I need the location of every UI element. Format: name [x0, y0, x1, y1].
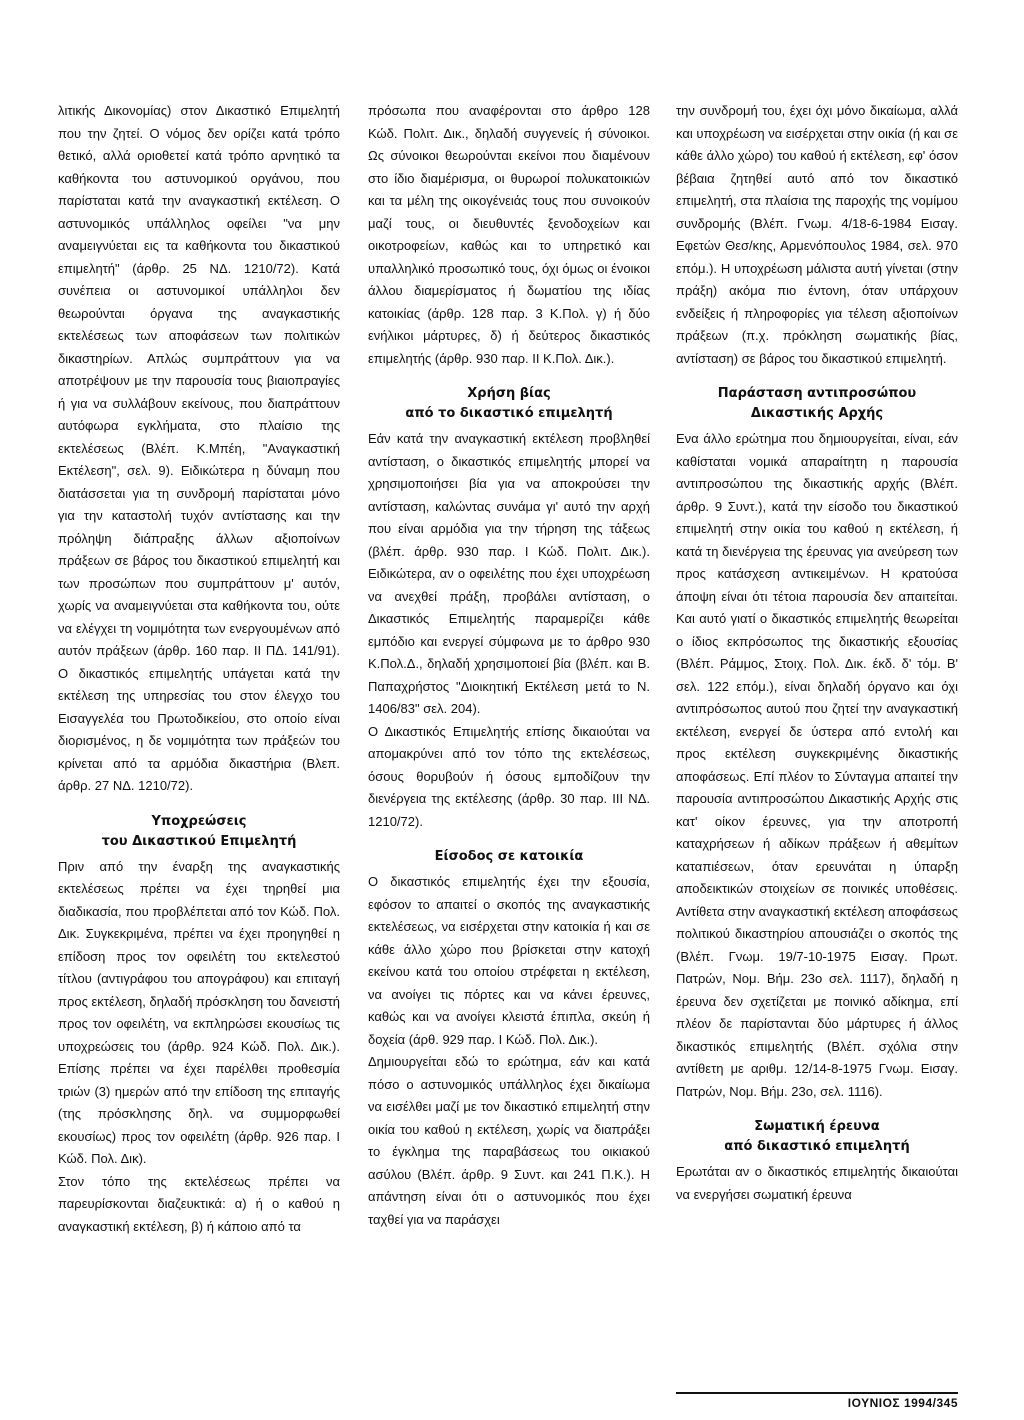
paragraph: λιτικής Δικονομίας) στον Δικαστικό Επιμελητή που την ζητεί. Ο νόμος δεν ορίζει κατά τρόπο θετικό, αλλά οριοθετεί κατά τρόπο αρνητικό τα καθήκοντα του αστυνομικού οργάνου, που παρίσταται κατά την αναγκαστική εκτέλεση. Ο αστυνομικός υπάλληλος οφείλει "να μην αναμειγνύεται εις τα καθήκοντα του δικαστικού επιμελητή" (άρθρ. 25 ΝΔ. 1210/72). Κατά συνέπεια οι αστυνομικοί υπάλληλοι δεν θεωρούνται όργανα της αναγκαστικής εκτελέσεως των αποφάσεων των πολιτικών δικαστηρίων. Απλώς συμπράττουν για να αποτρέψουν με την παρουσία τους βιαιοπραγίες ή για να συλλάβουν εκείνους, που διαπράττουν αυτόφωρα εγκλήματα, στο πλαίσιο της εκτελέσεως (Βλέπ. Κ.Μπέη, "Αναγκαστική Εκτέλεση", σελ. 9). Ειδικώτερα η δύναμη που διατάσσεται για τη συνδρομή παρίσταται μόνο για την καταστολή τυχόν αντίστασης και την πρόληψη διάπραξης άλλων αξιοποίνων πράξεων σε βάρος του δικαστικού επιμελητή και των προσώπων που συμπράττουν μ' αυτόν, χωρίς να αναμειγνύεται στα καθήκοντα του, ούτε να ελέγχει τη νομιμότητα των ενεργουμένων από αυτόν πράξεων (άρθρ. 160 παρ. II ΠΔ. 141/91). Ο δικαστικός επιμελητής υπάγεται κατά την εκτέλεση της υπηρεσίας του στον έλεγχο του Εισαγγελέα του Πρωτοδικείου, στο οποίο είναι διορισμένος, η δε νομιμότητα των πράξεών του κρίνεται από τα αρμόδια δικαστήρια (Βλεπ. άρθρ. 27 ΝΔ. 1210/72).: [58, 103, 340, 793]
text-column-right: [676, 100, 958, 1206]
paragraph: Στον τόπο της εκτελέσεως πρέπει να παρευρίσκονται διαζευκτικά: α) ή ο καθού η αναγκαστική εκτέλεση, β) ή κάποιο από τα: [58, 1173, 340, 1234]
paragraph: Δημιουργείται εδώ το ερώτημα, εάν και κατά πόσο ο αστυνομικός υπάλληλος έχει δικαίωμα να εισέλθει μαζί με τον δικαστικό επιμελητή στην οικία του καθού η εκτέλεση, χωρίς να διαπράξει το έγκλημα της παραβάσεως του οικιακού ασύλου (Βλέπ. άρθρ. 9 Συντ. και 241 Π.Κ.). Η απάντηση είναι ότι ο αστυνομικός που έχει ταχθεί για να παράσχει: [368, 1054, 650, 1227]
text-column-middle: [368, 100, 650, 1231]
section-heading-judicial-representative: [676, 384, 958, 424]
paragraph: Ερωτάται αν ο δικαστικός επιμελητής δικαιούται να ενεργήσει σωματική έρευνα: [676, 1164, 958, 1202]
section-heading-body-search: [676, 1117, 958, 1157]
heading-line: Είσοδος σε κατοικία: [434, 849, 584, 864]
text-column-left: [58, 100, 340, 1238]
issue-page-number: ΙΟΥΝΙΟΣ 1994/345: [676, 1392, 958, 1410]
paragraph: Ο δικαστικός επιμελητής έχει την εξουσία, εφόσον το απαιτεί ο σκοπός της αναγκαστικής εκτελέσεως, να εισέρχεται στην κατοικία ή και σε κάθε άλλο χώρο που βρίσκεται στην κατοχή εκείνου κατά του οποίου στρέφεται η εκτέλεση, να ανοίγει τις πόρτες και να κάνει έρευνες, καθώς και να ανοίγει κλειστά έπιπλα, σκεύη ή δοχεία (άρθ. 929 παρ. Ι Κώδ. Πολ. Δικ.).: [368, 874, 650, 1047]
heading-line: Παράσταση αντιπροσώπου: [717, 386, 917, 401]
heading-line: από το δικαστικό επιμελητή: [405, 406, 613, 421]
heading-line: Σωματική έρευνα: [754, 1119, 880, 1134]
heading-line: από δικαστικό επιμελητή: [724, 1139, 910, 1154]
paragraph: πρόσωπα που αναφέρονται στο άρθρο 128 Κώδ. Πολιτ. Δικ., δηλαδή συγγενείς ή σύνοικοι. Ως σύνοικοι θεωρούνται εκείνοι που διαμένουν στο ίδιο διαμέρισμα, οι θυρωροί πολυκατοικιών και τα μέλη της οικογένειάς τους που συνοικούν μαζί τους, οι διευθυντές ξενοδοχείων και οικοτροφείων, καθώς και το υπηρετικό και υπαλληλικό προσωπικό τους, όχι όμως οι ένοικοι άλλου διαμερίσματος ή δωματίου της ιδίας κατοικίας (άρθρ. 128 παρ. 3 Κ.Πολ. γ) ή δύο ενήλικοι μάρτυρες, δ) ή δεύτερος δικαστικός επιμελητής (άρθρ. 930 παρ. ΙΙ Κ.Πολ. Δικ.).: [368, 103, 650, 366]
heading-line: του Δικαστικού Επιμελητή: [101, 833, 297, 849]
paragraph: Ο Δικαστικός Επιμελητής επίσης δικαιούται να απομακρύνει από τον τόπο της εκτελέσεως, όσους θορυβούν ή όσους εμποδίζουν την διενέργεια της εκτέλεσης (άρθρ. 30 παρ. ΙΙΙ ΝΔ. 1210/72).: [368, 723, 650, 829]
paragraph: την συνδρομή του, έχει όχι μόνο δικαίωμα, αλλά και υποχρέωση να εισέρχεται στην οικία (ή και σε κάθε άλλο χώρο) του καθού ή εκτέλεση, εφ' όσον βέβαια ζητηθεί αυτό από τον δικαστικό επιμελητή, στα πλαίσια της παροχής της νομίμου συνδρομής (Βλέπ. Γνωμ. 4/18-6-1984 Εισαγ. Εφετών Θεσ/κης, Αρμενόπουλος 1984, σελ. 970 επόμ.). Η υποχρέωση μάλιστα αυτή γίνεται (στην πράξη) ακόμα πιο έντονη, όταν υπάρχουν ενδείξεις ή πληροφορίες για τέλεση αξιοποίνων πράξεων (π.χ. πρόκληση σωματικής βίας, αντίσταση) σε βάρος του δικαστικού επιμελητή.: [676, 103, 958, 366]
paragraph: Εάν κατά την αναγκαστική εκτέλεση προβληθεί αντίσταση, ο δικαστικός επιμελητής μπορεί να χρησιμοποιήσει βία για να αποκρούσει την αντίσταση, καλώντας συνάμα γι' αυτό την αρχή που είναι αρμόδια για την τήρηση της τάξεως (βλέπ. άρθρ. 930 παρ. Ι Κώδ. Πολιτ. Δικ.). Ειδικώτερα, αν ο οφειλέτης που έχει υποχρέωση να ανεχθεί πράξη, προβάλει αντίσταση, ο Δικαστικός Επιμελητής παραμερίζει κάθε εμπόδιο και ενεργεί σύμφωνα με το άρθρο 930 Κ.Πολ.Δ., δηλαδή χρησιμοποιεί βία (βλέπ. και Β. Παπαχρήστος "Διοικητική Εκτέλεση μετά το Ν. 1406/83" σελ. 204).: [368, 431, 650, 716]
heading-line: Χρήση βίας: [467, 386, 551, 401]
heading-line: Δικαστικής Αρχής: [750, 406, 884, 421]
paragraph: Ενα άλλο ερώτημα που δημιουργείται, είναι, εάν καθίσταται νομικά απαραίτητη η παρουσία αντιπροσώπου της δικαστικής αρχής (Βλέπ. άρθρ. 9 Συντ.), κατά την είσοδο του δικαστικού επιμελητή στην οικία του καθού η εκτέλεση, ή κατά τη διενέργεια της έρευνας για ανεύρεση των προς κατάσχεση αντικειμένων. Η κρατούσα άποψη είναι ότι τέτοια παρουσία δεν απαιτείται. Και αυτό γιατί ο δικαστικός επιμελητής θεωρείται ο ίδιος εκπρόσωπος της δικαστικής εξουσίας (Βλέπ. Ράμμος, Στοιχ. Πολ. Δικ. έκδ. δ' τόμ. Β' σελ. 122 επόμ.), είναι δηλαδή όργανο και όχι αντιπρόσωπος αυτού που ζητεί την αναγκαστική εκτέλεση, ενεργεί δε ύστερα από εντολή και προς εκτέλεση συγκεκριμένης δικαστικής αποφάσεως. Επί πλέον το Σύνταγμα απαιτεί την παρουσία αντιπροσώπου Δικαστικής Αρχής στις κατ' οίκον έρευνες, για την αποτροπή καταχρήσεων ή αδίκων πράξεων ή αθεμίτων καταπιέσεων, όταν ερευνάται η ύπαρξη αποδεικτικών στοιχείων σε ποινικές υποθέσεις. Αντίθετα στην αναγκαστική εκτέλεση αποφάσεως πολιτικού δικαστηρίου απουσιάζει ο σκοπός της (Βλέπ. Γνωμ. 19/7-10-1975 Εισαγ. Πρωτ. Πατρών, Νομ. Βήμ. 23ο σελ. 1117), δηλαδή η έρευνα δεν σχετίζεται με ποινικό αδίκημα, επί πλέον δε παρίστανται δύο μάρτυρες ή άλλος δικαστικός επιμελητής (Βλέπ. σχόλια στην αντίθετη με αριθμ. 12/14-8-1975 Γνωμ. Εισαγ. Πατρών, Νομ. Βήμ. 23ο, σελ. 1116).: [676, 431, 958, 1099]
section-heading-obligations: [58, 812, 340, 852]
paragraph: Πριν από την έναρξη της αναγκαστικής εκτελέσεως πρέπει να έχει τηρηθεί μια διαδικασία, που προβλέπεται από τον Κώδ. Πολ. Δικ. Συγκεκριμένα, πρέπει να έχει προηγηθεί η επίδοση προς τον οφειλέτη του εκτελεστού τίτλου (αντιγράφου του απογράφου) και επιταγή προς εκτέλεση, δηλαδή πρόσκληση του δανειστή προς τον οφειλέτη, να εκπληρώσει εκουσίως τις υποχρεώσεις του (άρθρ. 924 Κώδ. Πολ. Δικ.). Επίσης πρέπει να έχει παρέλθει προθεσμία τριών (3) ημερών από την επίδοση της επιταγής (της πρόσκλησης δηλ. να συμμορφωθεί εκουσίως) προς τον οφειλέτη (άρθρ. 926 παρ. Ι Κώδ. Πολ. Δικ).: [58, 858, 340, 1166]
section-heading-use-of-force: [368, 384, 650, 424]
section-heading-entry-residence: [368, 847, 650, 867]
heading-line: Υποχρεώσεις: [151, 813, 247, 829]
